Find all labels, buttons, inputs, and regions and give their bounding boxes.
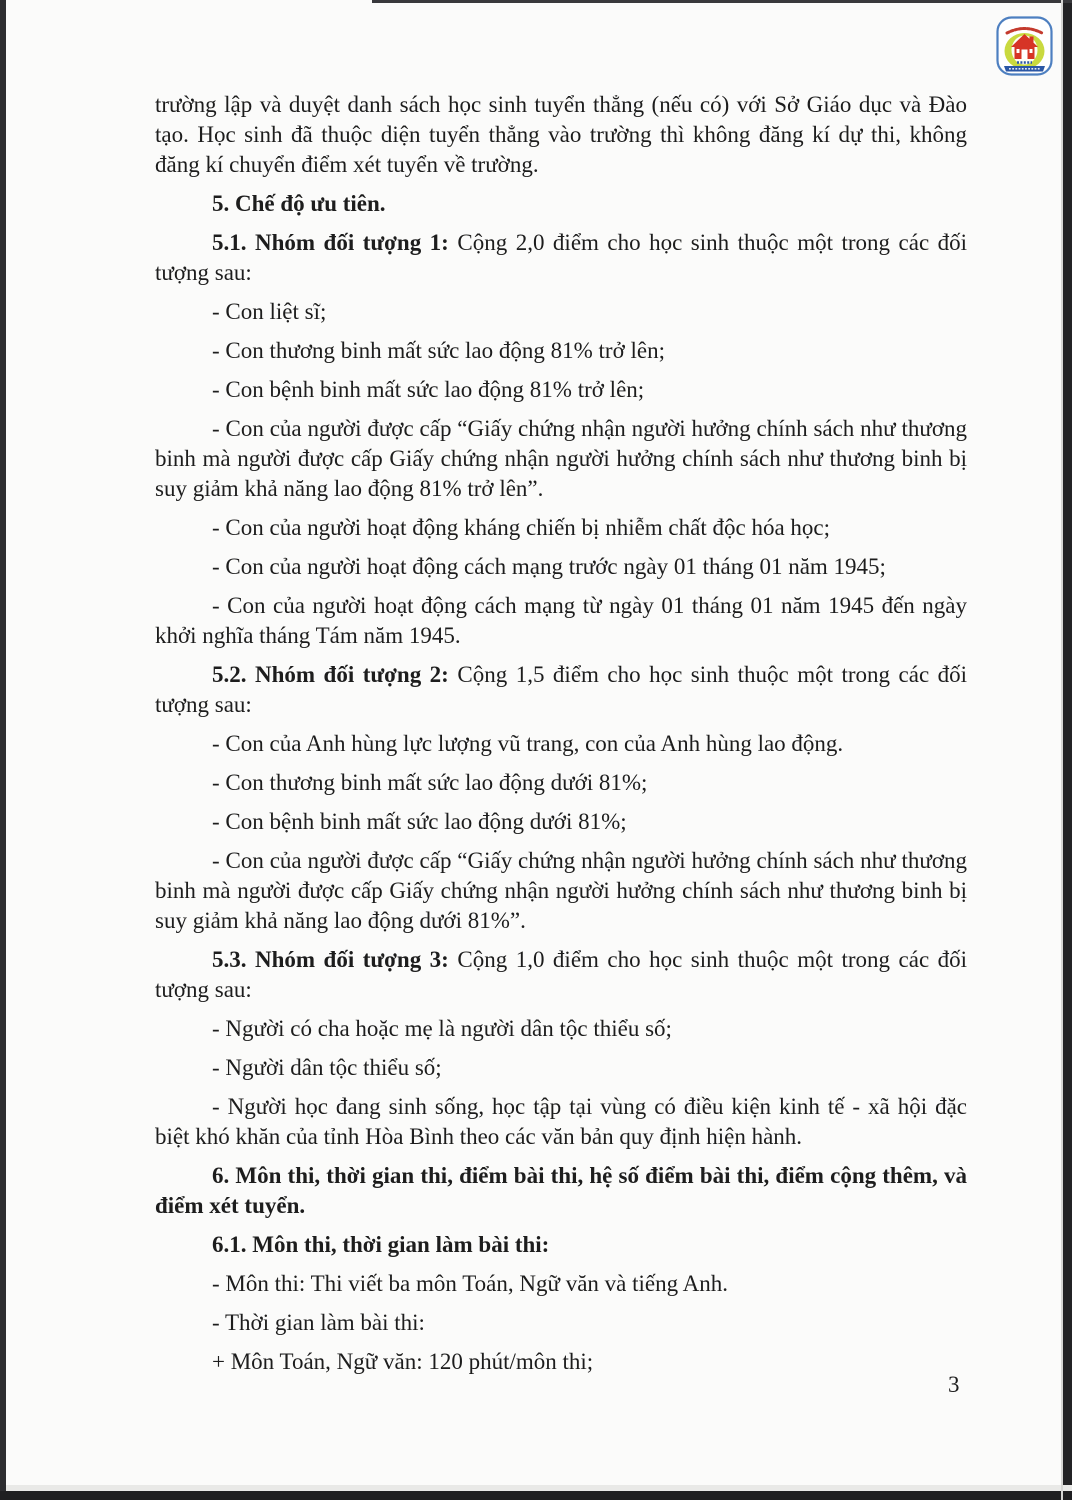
priority-item: - Con của người được cấp “Giấy chứng nhận người hưởng chính sách như thương binh mà người được cấp Giấy chứng nhận người hưởng chính sách như thương binh bị suy giảm khả năng lao động dưới 81%”. <box>155 848 967 933</box>
scan-border-left <box>0 0 6 1500</box>
priority-item: - Người học đang sinh sống, học tập tại vùng có điều kiện kinh tế - xã hội đặc biệt khó khăn của tỉnh Hòa Bình theo các văn bản quy định hiện hành. <box>155 1094 967 1149</box>
priority-item: - Con thương binh mất sức lao động dưới 81%; <box>212 770 648 795</box>
exam-item: - Thời gian làm bài thi: <box>212 1310 425 1335</box>
intro-paragraph: trường lập và duyệt danh sách học sinh tuyển thẳng (nếu có) với Sở Giáo dục và Đào tạo. Học sinh đã thuộc diện tuyển thẳng vào trường thì không đăng kí dự thi, không đăng kí chuyển điểm xét tuyển về trường. <box>155 92 967 177</box>
section-5-2-label: 5.2. Nhóm đối tượng 2: <box>212 662 449 687</box>
section-5-3-text: Cộng 1,0 điểm cho học sinh thuộc một trong các đối tượng sau: <box>155 947 968 1002</box>
scan-border-top <box>372 0 1072 3</box>
priority-item: - Con liệt sĩ; <box>212 299 327 324</box>
section-5-1-label: 5.1. Nhóm đối tượng 1: <box>212 230 449 255</box>
exam-item: + Môn Toán, Ngữ văn: 120 phút/môn thi; <box>212 1349 594 1374</box>
section-5-3-paragraph <box>155 945 967 1005</box>
exam-item: - Môn thi: Thi viết ba môn Toán, Ngữ văn và tiếng Anh. <box>212 1271 728 1296</box>
section-6-heading: 6. Môn thi, thời gian thi, điểm bài thi, hệ số điểm bài thi, điểm cộng thêm, và điểm xét tuyển. <box>155 1163 967 1218</box>
priority-item: - Con thương binh mất sức lao động 81% trở lên; <box>212 338 665 363</box>
priority-item: - Con bệnh binh mất sức lao động 81% trở lên; <box>212 377 645 402</box>
scan-border-right <box>1063 0 1072 1500</box>
priority-item: - Con của người hoạt động kháng chiến bị nhiễm chất độc hóa học; <box>212 515 831 540</box>
section-6-1-heading: 6.1. Môn thi, thời gian làm bài thi: <box>212 1232 550 1257</box>
priority-item: - Con của Anh hùng lực lượng vũ trang, con của Anh hùng lao động. <box>212 731 844 756</box>
scan-shadow-bottom <box>6 1485 1072 1491</box>
section-5-2-text: Cộng 1,5 điểm cho học sinh thuộc một trong các đối tượng sau: <box>155 662 968 717</box>
page-number: 3 <box>948 1372 960 1397</box>
section-5-1-paragraph <box>155 228 967 288</box>
document-body <box>155 90 967 1386</box>
priority-item: - Người dân tộc thiểu số; <box>212 1055 442 1080</box>
priority-item: - Con của người được cấp “Giấy chứng nhận người hưởng chính sách như thương binh mà người được cấp Giấy chứng nhận người hưởng chính sách như thương binh bị suy giảm khả năng lao động 81% trở lên”. <box>155 416 967 501</box>
section-5-heading: 5. Chế độ ưu tiên. <box>212 191 386 216</box>
school-emblem-logo <box>996 16 1053 76</box>
scan-shadow-right <box>1061 0 1063 1500</box>
section-5-2-paragraph <box>155 660 967 720</box>
priority-item: - Người có cha hoặc mẹ là người dân tộc thiểu số; <box>212 1016 672 1041</box>
priority-item: - Con bệnh binh mất sức lao động dưới 81%; <box>212 809 627 834</box>
section-5-1-text: Cộng 2,0 điểm cho học sinh thuộc một trong các đối tượng sau: <box>155 230 968 285</box>
scan-border-bottom <box>0 1491 1072 1500</box>
school-emblem-icon <box>996 16 1053 76</box>
section-5-3-label: 5.3. Nhóm đối tượng 3: <box>212 947 449 972</box>
priority-item: - Con của người hoạt động cách mạng từ ngày 01 tháng 01 năm 1945 đến ngày khởi nghĩa tháng Tám năm 1945. <box>155 593 967 648</box>
priority-item: - Con của người hoạt động cách mạng trước ngày 01 tháng 01 năm 1945; <box>212 554 886 579</box>
